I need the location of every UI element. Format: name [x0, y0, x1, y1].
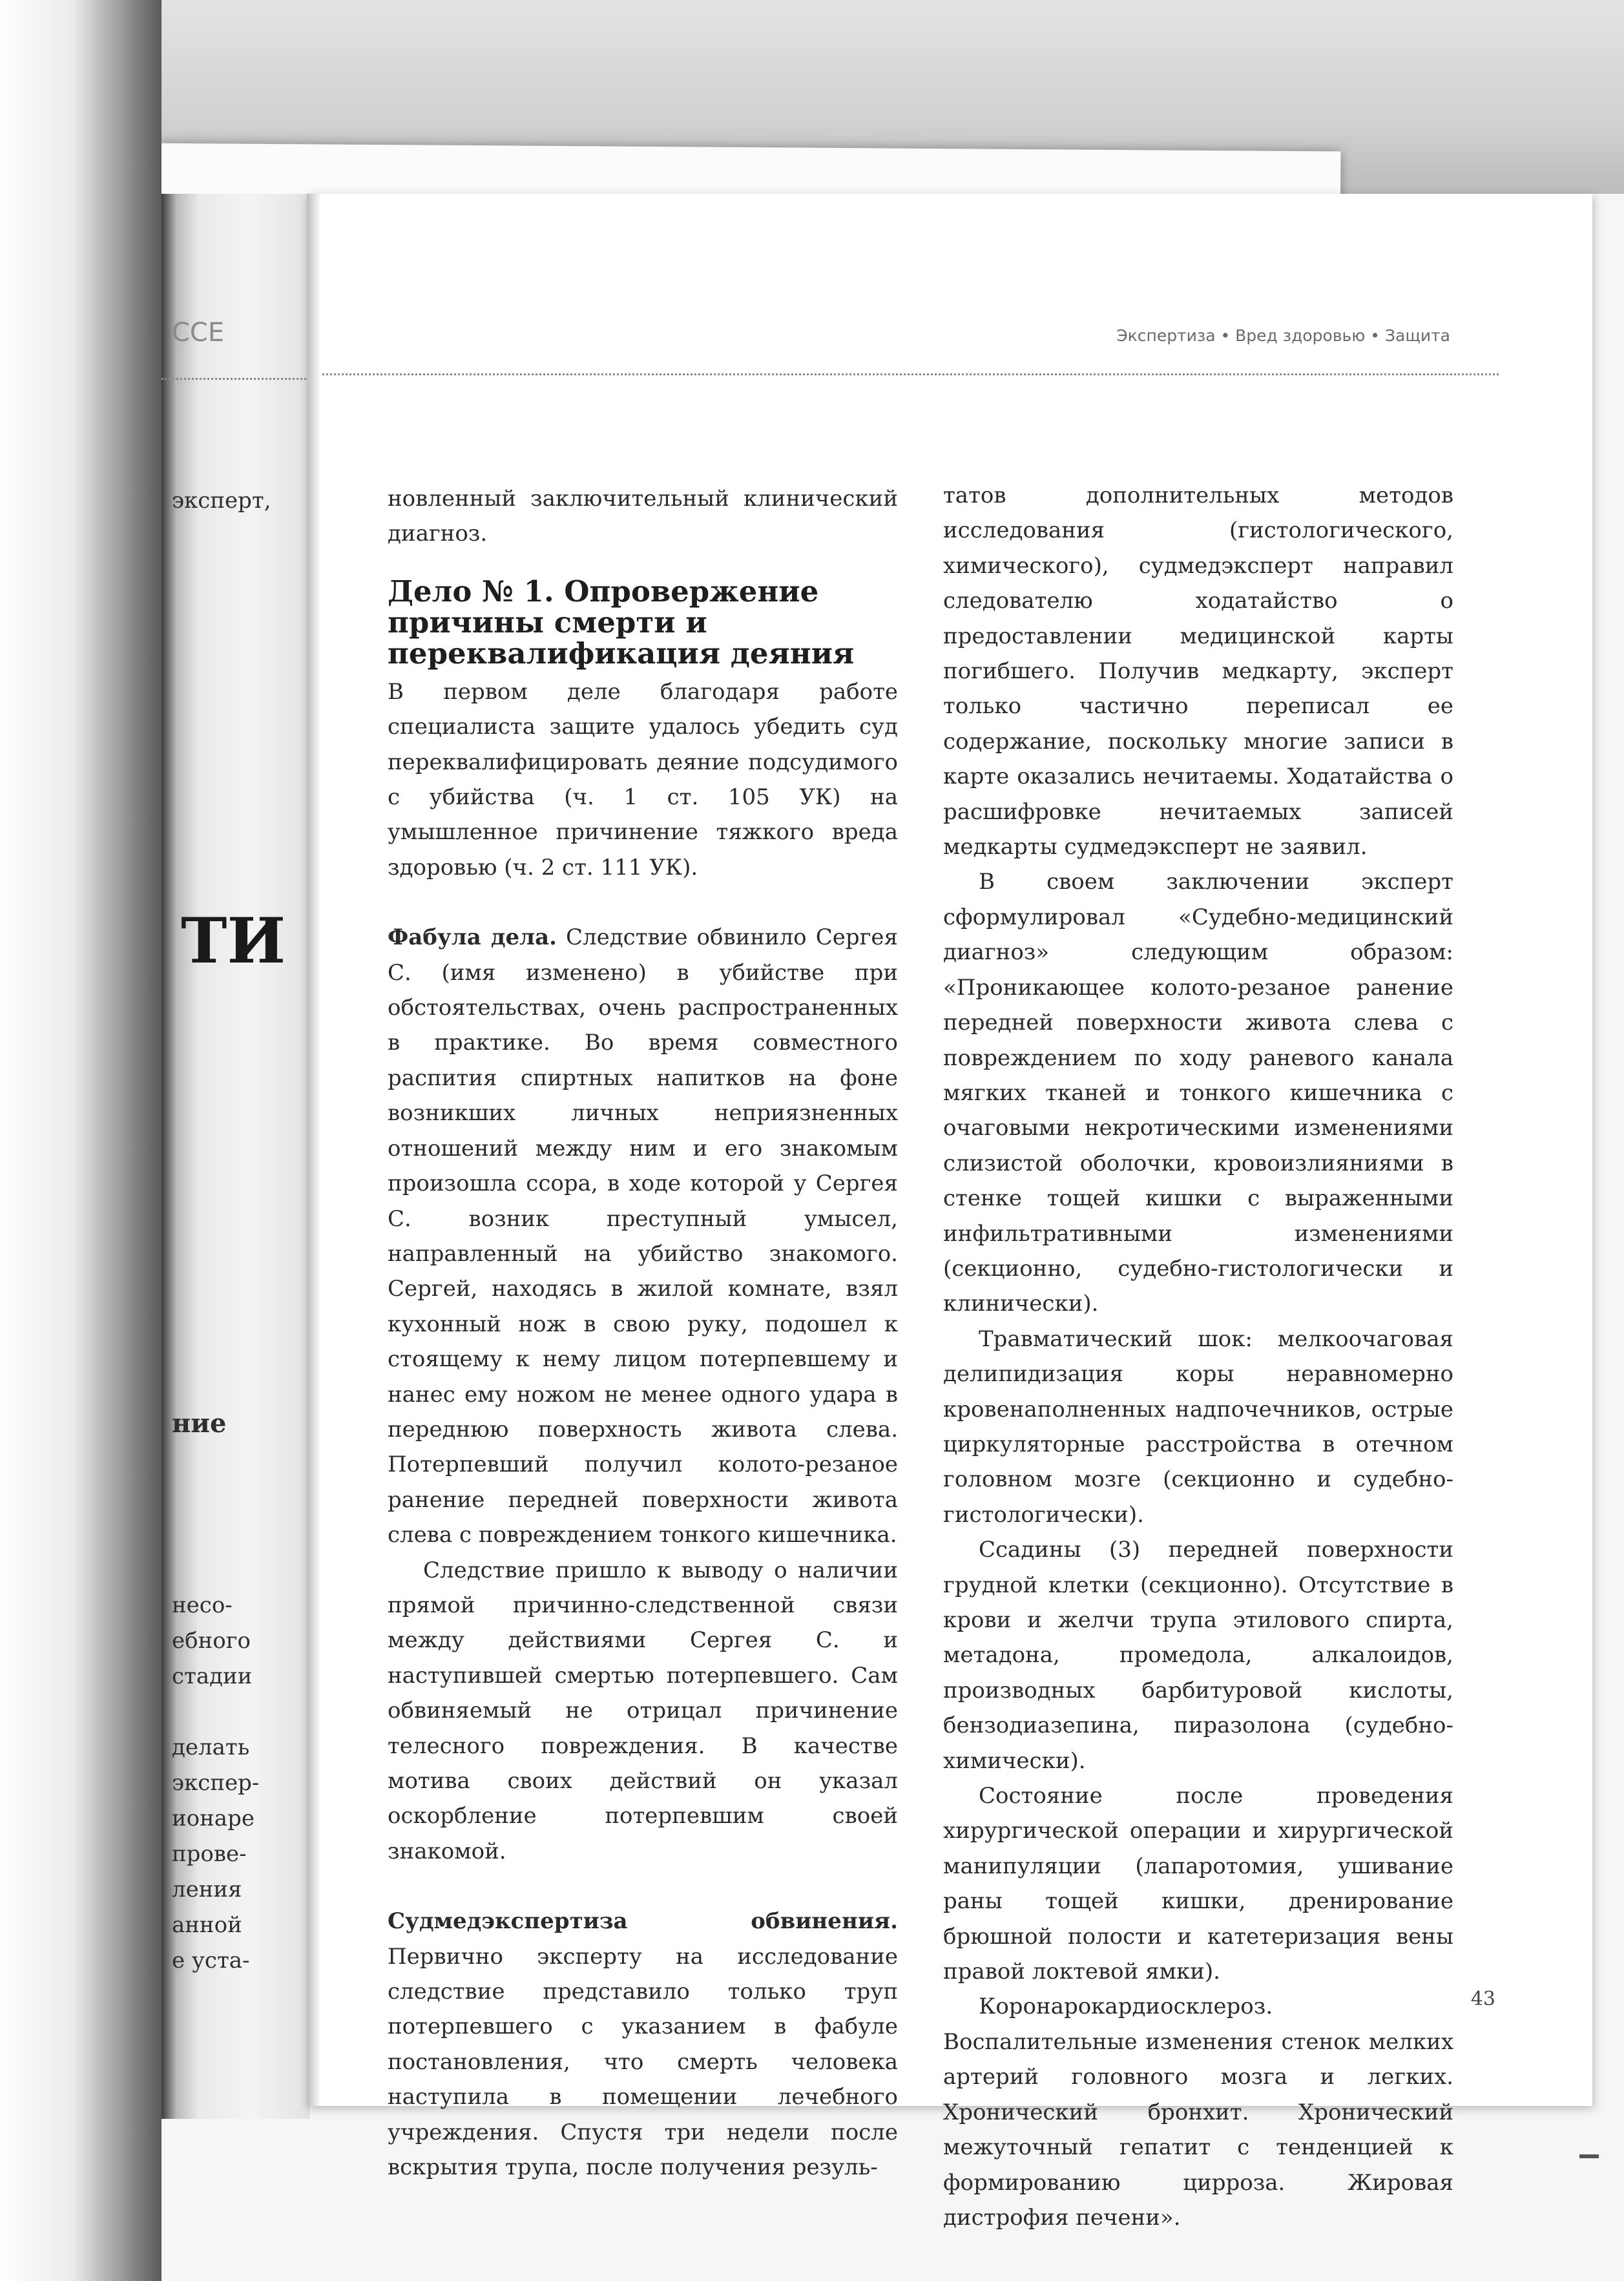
- paragraph: [388, 1904, 898, 2185]
- paragraph: Коронарокардиосклероз. Воспалительные изменения стенок мелких артерий головного мозга и легких. Хронический бронхит. Хронический межуточный гепатит с тенденцией к формированию цирроза. Жировая дистрофия печени».: [943, 1994, 1453, 2231]
- left-header-rule: [161, 378, 310, 380]
- paragraph-text: Следствие обвинило Сергея С. (имя изменено) в убийстве при обстоятельствах, очень распространенных в практике. Во время совместного распития спиртных напитков на фоне возникших личных неприязненных отношений между ним и его знакомым произошла ссора, в ходе которой у Сергея С. возник преступный умысел, направленный на убийство знакомого. Сергей, находясь в жилой комнате, взял кухонный нож в свою руку, подошел к стоящему к нему лицом потерпевшему и нанес ему ножом не менее одного удара в переднюю поверхность живота слева. Потерпевший получил колото-резаное ранение передней поверхности живота слева с повреждением тонкого кишечника.: [388, 924, 898, 1548]
- left-text-fragment: е уста-: [172, 1948, 250, 1974]
- text-column-right: [943, 478, 1453, 2235]
- left-text-fragment: ебного: [172, 1628, 251, 1654]
- left-heading-fragment: ТИ: [181, 904, 286, 977]
- page-gutter-shadow: [307, 194, 321, 2106]
- header-dotted-rule: [307, 373, 1499, 375]
- left-text-fragment: стадии: [172, 1663, 253, 1689]
- paragraph: Следствие пришло к выводу о наличии прямой причинно-следственной связи между действиями Сергея С. и наступившей смертью потерпевшего. Сам обвиняемый не отрицал причинение телесного повреждения. В качестве мотива своих действий он указал оскорбление потерпевшим своей знакомой.: [388, 1557, 898, 1864]
- left-text-fragment: ионаре: [172, 1806, 255, 1831]
- left-text-fragment: делать: [172, 1734, 250, 1760]
- left-text-fragment: эксперт,: [172, 488, 271, 514]
- left-text-fragment: прове-: [172, 1841, 247, 1867]
- paragraph: татов дополнительных методов исследования (гистологического, химического), судмедэксперт направил следователю ходатайство о предоставлении медицинской карты погибшего. Получив медкарту, эксперт только частично переписал ее содержание, поскольку многие записи в карте оказались нечитаемы. Ходатайства о расшифровке нечитаемых записей медкарты судмедэксперт не заявил.: [943, 483, 1453, 860]
- left-text-fragment: несо-: [172, 1592, 233, 1618]
- left-text-fragment: ления: [172, 1877, 242, 1902]
- case-heading: Дело № 1. Опровержение причины смерти и переквалификация деяния: [388, 574, 855, 671]
- paragraph: [388, 920, 898, 1552]
- run-in-heading: Судмедэкспертиза обвинения.: [388, 1908, 898, 1935]
- paragraph: Ссадины (3) передней поверхности грудной клетки (секционно). Отсутствие в крови и желчи трупа этилового спирта, метадона, промедола, алкалоидов, производных барбитуровой кислоты, бензодиазепина, пиразолона (судебно-химически).: [943, 1537, 1453, 1774]
- facing-page-fragment: [161, 194, 310, 2119]
- run-in-heading: Фабула дела.: [388, 924, 557, 951]
- left-subheading-fragment: ние: [172, 1408, 227, 1439]
- magazine-page: [307, 194, 1592, 2231]
- scan-artifact: [1579, 2154, 1599, 2158]
- paragraph: Травматический шок: мелкоочаговая делипидизация коры неравномерно кровенаполненных надпочечников, острые циркуляторные расстройства в отечном головном мозге (секционно и судебно-гистологически).: [943, 1326, 1453, 1528]
- paragraph: В своем заключении эксперт сформулировал «Судебно-медицинский диагноз» следующим образом: «Проникающее колото-резаное ранение передней поверхности живота слева с повреждением по ходу раневого канала мягких тканей и тонкого кишечника с очаговыми некротическими изменениями слизистой оболочки, кровоизлияниями в стенке тощей кишки с выраженными инфильтративными изменениями (секционно, судебно-гистологически и клинически).: [943, 869, 1453, 1317]
- paragraph: Состояние после проведения хирургической операции и хирургической манипуляции (лапаротомия, ушивание раны тощей кишки, дренирование брюшной полости и катетеризация вены правой локтевой ямки).: [943, 1783, 1453, 1985]
- running-head: Экспертиза • Вред здоровью • Защита: [1116, 326, 1450, 345]
- left-text-fragment: анной: [172, 1912, 242, 1938]
- left-text-fragment: экспер-: [172, 1770, 260, 1796]
- paragraph-text: Первично эксперту на исследование следствие представило только труп потерпевшего с указанием в фабуле постановления, что смерть человека наступила в помещении лечебного учреждения. Спустя три недели после вскрытия трупа, после получения резуль-: [388, 1943, 898, 2181]
- paragraph: В первом деле благодаря работе специалиста защите удалось убедить суд переквалифицировать деяние подсудимого с убийства (ч. 1 ст. 105 УК) на умышленное причинение тяжкого вреда здоровью (ч. 2 ст. 111 УК).: [388, 678, 898, 880]
- text-column-left: [388, 481, 898, 2185]
- left-running-head: ССЕ: [172, 318, 225, 348]
- paragraph: новленный заключительный клинический диагноз.: [388, 486, 898, 547]
- scan-shadow-left: [0, 0, 161, 2281]
- page-number: 43: [1470, 1988, 1495, 2010]
